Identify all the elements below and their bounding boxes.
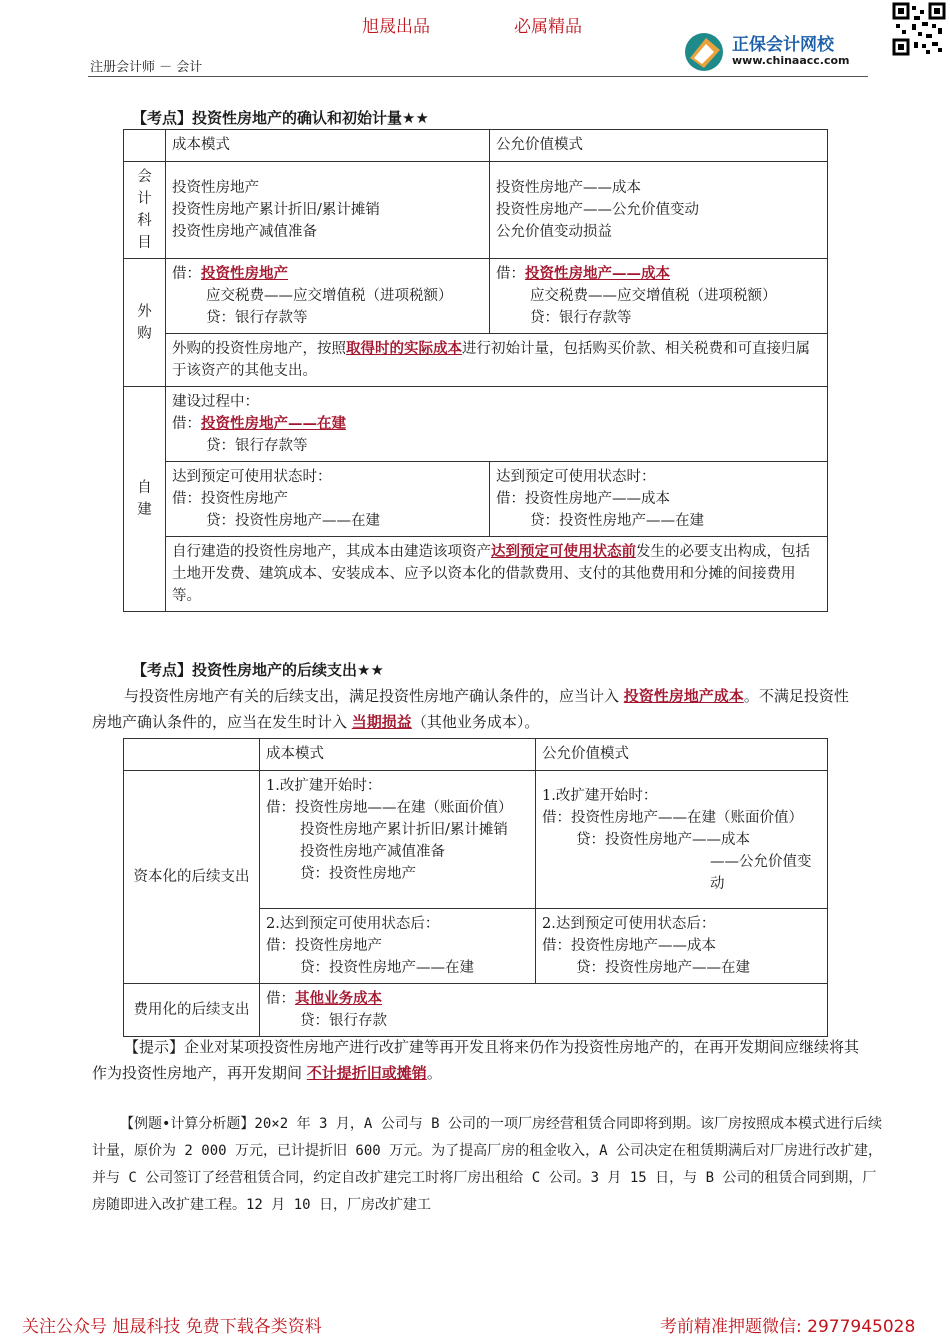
subsequent-expenditure-table xyxy=(123,738,828,1037)
account-line: 投资性房地产——成本 xyxy=(496,180,641,196)
row-label-capitalized: 资本化的后续支出 xyxy=(124,771,260,984)
keyword-current-profit-loss: 当期损益 xyxy=(351,713,412,731)
row-label-self-built: 自建 xyxy=(124,387,166,612)
self-ready-cost-cell xyxy=(166,462,490,537)
corner-cell xyxy=(124,130,166,162)
entry-line: 应交税费——应交增值税（进项税额） xyxy=(206,288,453,304)
accounts-cost-cell xyxy=(166,162,490,259)
row-label-purchase: 外购 xyxy=(124,259,166,387)
entry-line: 贷：银行存款等 xyxy=(206,438,308,454)
entry-line: 借：投资性房地产——成本 xyxy=(542,938,716,954)
account-line: 投资性房地产减值准备 xyxy=(172,224,317,240)
entry-line: 1.改扩建开始时： xyxy=(542,787,658,804)
self-build-note xyxy=(166,537,828,612)
cap-fair-ready-cell xyxy=(536,909,828,984)
header-divider xyxy=(88,76,868,77)
self-build-cell xyxy=(166,387,828,462)
entry-line: 贷：投资性房地产——在建 xyxy=(530,513,704,529)
tip-paragraph xyxy=(92,1034,860,1086)
purchase-fair-cell xyxy=(490,259,828,334)
cap-cost-ready-cell xyxy=(260,909,536,984)
brand-right: 必属精品 xyxy=(514,17,582,37)
tip-text: 【提示】企业对某项投资性房地产进行改扩建等再开发且将来仍作为投资性房地产的，在再开发期间应继续将其作为投资性房地产，再开发期间 xyxy=(92,1038,860,1082)
entry-line: 2.达到预定可使用状态后： xyxy=(542,916,716,932)
subject-title: 注册会计师 － 会计 xyxy=(90,60,203,75)
keyword-investment-property: 投资性房地产 xyxy=(201,265,288,282)
entry-line: 建设过程中： xyxy=(172,394,259,410)
entry-line xyxy=(266,819,529,841)
entry-line: 1.改扩建开始时： xyxy=(266,778,382,794)
debit-prefix: 借： xyxy=(172,266,201,282)
entry-line: 达到预定可使用状态时： xyxy=(496,469,656,485)
purchase-note xyxy=(166,334,828,387)
keyword-property-cost: 投资性房地产成本 xyxy=(623,687,744,705)
intro-text: （其他业务成本）。 xyxy=(411,713,540,731)
intro-text: 与投资性房地产有关的后续支出，满足投资性房地产确认条件的，应当计入 xyxy=(124,687,620,705)
header-cost-model: 成本模式 xyxy=(260,739,536,771)
cap-fair-start-cell xyxy=(536,771,828,909)
entry-line: 借：投资性房地产——在建（账面价值） xyxy=(542,809,803,826)
row-label-expensed: 费用化的后续支出 xyxy=(124,984,260,1037)
account-line: 投资性房地产 xyxy=(172,180,259,196)
entry-line: 贷：银行存款等 xyxy=(206,310,308,326)
entry-line: 贷：投资性房地产 xyxy=(300,866,416,882)
logo-name: 正保会计网校 xyxy=(732,35,834,55)
entry-line: 应交税费——应交增值税（进项税额） xyxy=(530,288,777,304)
account-line: 投资性房地产——公允价值变动 xyxy=(496,202,699,218)
brand-left: 旭晟出品 xyxy=(362,17,430,37)
keyword-actual-cost: 取得时的实际成本 xyxy=(346,340,462,357)
footer-right: 考前精准押题微信: 2977945028 xyxy=(660,1317,916,1337)
entry-line: 借：投资性房地产 xyxy=(266,938,382,954)
entry-line: 贷：投资性房地产——在建 xyxy=(206,513,380,529)
cap-cost-start-cell xyxy=(260,771,536,909)
chinaacc-logo xyxy=(680,28,865,72)
header-fair-value-model: 公允价值模式 xyxy=(490,130,828,162)
debit-prefix: 借： xyxy=(172,416,201,432)
example-question: 【例题•计算分析题】20×2 年 3 月，A 公司与 B 公司的一项厂房经营租赁合同即将到期。该厂房按照成本模式进行后续计量，原价为 2 000 万元，已计提折旧 600 万元。为了提高厂房的租金收入，A 公司决定在租赁期满后对厂房进行改扩建，并与 C 公司签订了经营租赁合同，约定自改扩建完工时将厂房出租给 C 公司。3 月 15 日，与 B 公司的租赁合同到期，厂房随即进入改扩建工程。12 月 10 日，厂房改扩建工 xyxy=(92,1116,882,1213)
header-cost-model: 成本模式 xyxy=(166,130,490,162)
entry-line: 贷：投资性房地产——在建 xyxy=(300,960,474,976)
note-text: 外购的投资性房地产，按照 xyxy=(172,341,346,357)
entry-line: 借：投资性房地——在建（账面价值） xyxy=(266,800,513,816)
entry-line: ——公允价值变动 xyxy=(710,853,812,892)
entry-line: 贷：银行存款等 xyxy=(530,310,632,326)
entry-line: 借：投资性房地产——成本 xyxy=(496,491,670,507)
entry-text: 投资性房地产累计折旧/累计摊销 xyxy=(300,822,508,838)
header-fair-value-model: 公允价值模式 xyxy=(536,739,828,771)
expensed-cell xyxy=(260,984,828,1037)
keyword-other-business-cost: 其他业务成本 xyxy=(295,990,382,1007)
section1-title: 【考点】投资性房地产的确认和初始计量★★ xyxy=(132,109,429,127)
entry-line: 贷：银行存款 xyxy=(300,1013,387,1029)
account-line: 投资性房地产累计折旧/累计摊销 xyxy=(172,202,380,218)
keyword-before-ready: 达到预定可使用状态前 xyxy=(491,543,636,560)
self-ready-fair-cell xyxy=(490,462,828,537)
entry-line: 达到预定可使用状态时： xyxy=(172,469,332,485)
keyword-investment-property-cost: 投资性房地产——成本 xyxy=(525,265,670,282)
corner-cell xyxy=(124,739,260,771)
note-text: 自行建造的投资性房地产，其成本由建造该项资产 xyxy=(172,544,491,560)
intro-text: 。不满足投资性房地产确认条件的，应当在发生时计入 xyxy=(92,687,849,731)
initial-measurement-table xyxy=(123,129,828,612)
debit-prefix: 借： xyxy=(496,266,525,282)
note-text: 发生的必要支出构成，包括土地开发费、建筑成本、安装成本、应予以资本化的借款费用、支付的其他费用和分摊的间接费用等。 xyxy=(172,544,810,604)
accounts-fair-cell xyxy=(490,162,828,259)
entry-line: 贷：投资性房地产——在建 xyxy=(576,960,750,976)
purchase-cost-cell xyxy=(166,259,490,334)
note-text: 进行初始计量，包括购买价款、相关税费和可直接归属于该资产的其他支出。 xyxy=(172,341,810,379)
keyword-no-depreciation: 不计提折旧或摊销 xyxy=(306,1064,427,1082)
logo-url: www.chinaacc.com xyxy=(732,54,850,67)
section2-intro xyxy=(92,683,860,735)
section2-title: 【考点】投资性房地产的后续支出★★ xyxy=(132,661,384,679)
debit-prefix: 借： xyxy=(266,991,295,1007)
tip-text: 。 xyxy=(426,1064,442,1082)
row-label-accounts: 会计科目 xyxy=(124,162,166,259)
entry-line: 2.达到预定可使用状态后： xyxy=(266,916,440,932)
qr-code xyxy=(892,2,946,56)
entry-line: 投资性房地产减值准备 xyxy=(300,844,445,860)
footer-left: 关注公众号 旭晟科技 免费下载各类资料 xyxy=(22,1317,322,1337)
entry-line: 贷：投资性房地产——成本 xyxy=(576,831,750,848)
logo-emblem-icon xyxy=(680,28,732,72)
account-line: 公允价值变动损益 xyxy=(496,224,612,240)
keyword-under-construction: 投资性房地产——在建 xyxy=(201,415,346,432)
entry-line: 借：投资性房地产 xyxy=(172,491,288,507)
